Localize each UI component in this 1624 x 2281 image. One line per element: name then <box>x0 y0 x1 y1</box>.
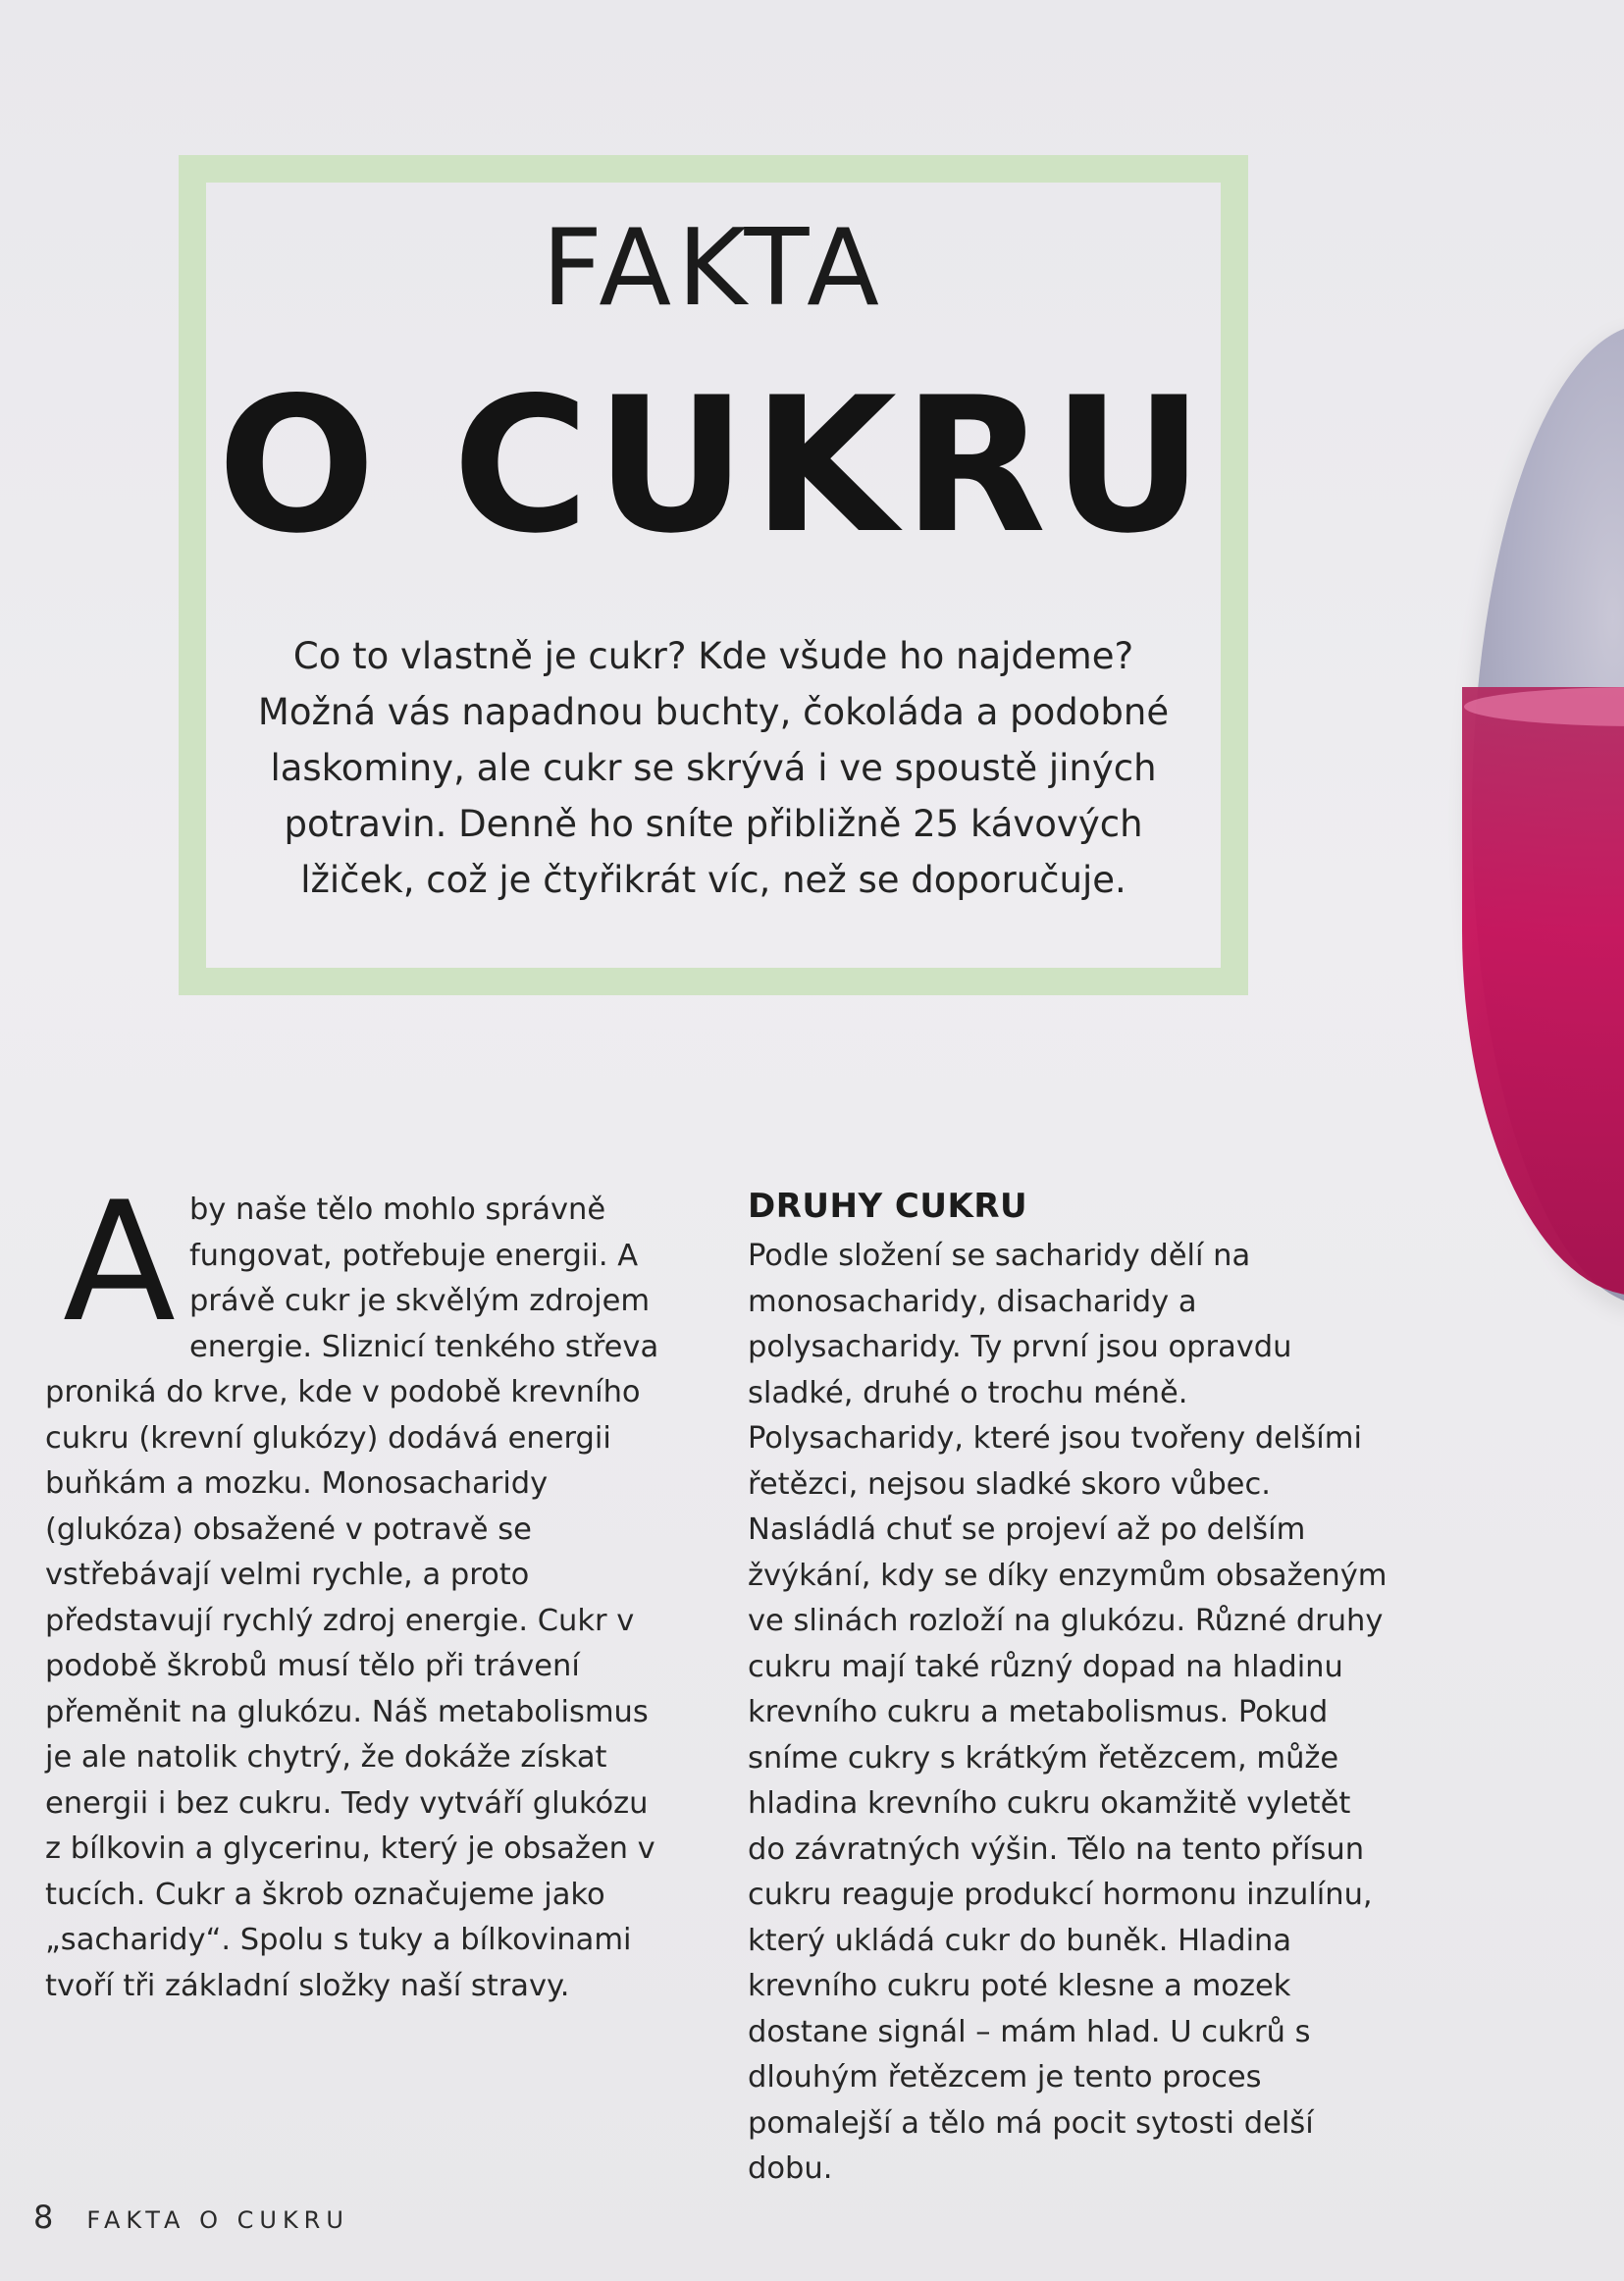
title-line-2: O CUKRU <box>217 357 1210 574</box>
section-heading: DRUHY CUKRU <box>748 1187 1028 1226</box>
right-column-text: Podle složení se sacharidy dělí na monosacharidy, disacharidy a polysacharidy. Ty první jsou opravdu sladké, druhé o trochu méně. Polysacharidy, které jsou tvořeny delšími řetězci, nejsou sladké skoro vůbec. Nasládlá chuť se projeví až po delším žvýkání, kdy se díky enzymům obsaženým ve slinách rozloží na glukózu. Různé druhy cukru mají také různý dopad na hladinu krevního cukru a metabolismus. Pokud sníme cukry s krátkým řetězcem, může hladina krevního cukru okamžitě vyletět do závratných výšin. Tělo na tento přísun cukru reaguje produkcí hormonu inzulínu, který ukládá cukr do buněk. Hladina krevního cukru poté klesne a mozek dostane signál – mám hlad. U cukrů s dlouhým řetězcem je tento proces pomalejší a tělo má pocit sytosti delší dobu. <box>748 1239 1388 2186</box>
left-column-text: by naše tělo mohlo správně fungovat, potřebuje energii. A právě cukr je skvělým zdrojem energie. Sliznicí tenkého střeva proniká do krve, kde v podobě krevního cukru (krevní glukózy) dodává energii buňkám a mozku. Monosacharidy (glukóza) obsažené v potravě se vstřebávají velmi rychle, a proto představují rychlý zdroj energie. Cukr v podobě škrobů musí tělo při trávení přeměnit na glukózu. Náš metabolismus je ale natolik chytrý, že dokáže získat energii i bez cukru. Tedy vytváří glukózu z bílkovin a glycerinu, který je obsažen v tucích. Cukr a škrob označujeme jako „sacharidy“. Spolu s tuky a bílkovinami tvoří tři základní složky naší stravy. <box>45 1193 659 2003</box>
glass-liquid <box>1462 687 1624 1296</box>
title-line-1: FAKTA <box>542 207 885 330</box>
page-footer <box>33 2199 349 2236</box>
right-column <box>748 1183 1395 2193</box>
intro-paragraph: Co to vlastně je cukr? Kde všude ho najdeme? Možná vás napadnou buchty, čokoláda a podobné laskominy, ale cukr se skrývá i ve spoustě jiných potravin. Denně ho sníte přibližně 25 kávových lžiček, což je čtyřikrát víc, než se doporučuje. <box>257 635 1170 901</box>
running-title: FAKTA O CUKRU <box>86 2206 349 2234</box>
left-column <box>45 1166 673 2009</box>
drop-cap: A <box>63 1166 176 1358</box>
page-number: 8 <box>33 2199 54 2236</box>
